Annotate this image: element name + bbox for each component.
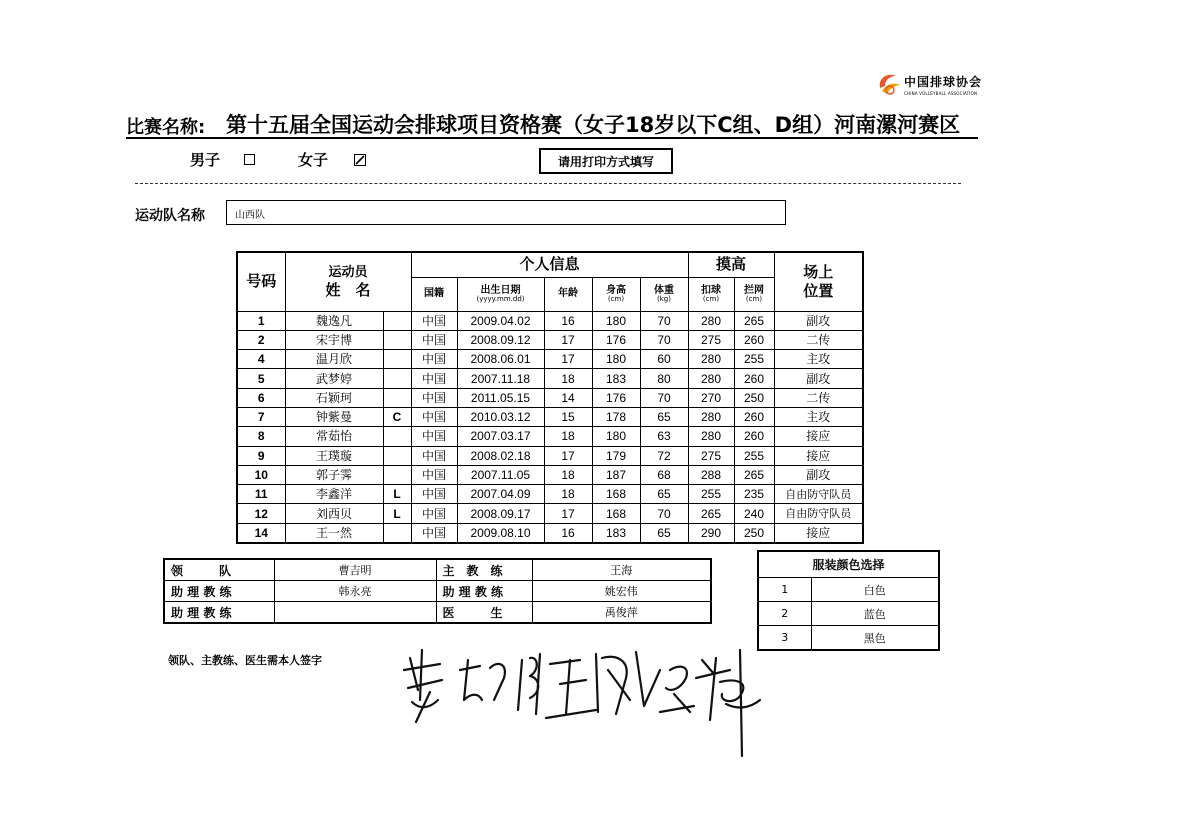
spike-reach: 255 — [688, 485, 734, 504]
nationality: 中国 — [411, 504, 457, 523]
birth-date: 2007.11.05 — [457, 465, 544, 484]
female-label: 女子 — [298, 151, 329, 169]
association-logo-text: 中国排球协会 — [904, 75, 983, 89]
header-position-line1: 场上 — [803, 262, 834, 281]
header-block-label: 拦网 — [744, 284, 764, 296]
weight: 65 — [640, 485, 688, 504]
roster-number: 2 — [237, 330, 285, 349]
block-reach: 235 — [734, 485, 774, 504]
spike-reach: 275 — [688, 446, 734, 465]
spike-reach: 275 — [688, 330, 734, 349]
handwritten-signatures — [390, 630, 770, 764]
female-checkbox[interactable] — [354, 154, 366, 166]
table-row — [237, 523, 863, 543]
header-spike-label: 扣球 — [701, 284, 721, 296]
spike-reach: 290 — [688, 523, 734, 543]
athlete-role — [383, 446, 411, 465]
age: 17 — [544, 446, 592, 465]
birth-date: 2008.09.17 — [457, 504, 544, 523]
athlete-role — [383, 311, 411, 330]
height: 187 — [592, 465, 640, 484]
header-block-unit: (cm) — [745, 294, 763, 303]
athlete-name: 武梦婷 — [285, 369, 383, 388]
height: 180 — [592, 350, 640, 369]
roster-number: 1 — [237, 311, 285, 330]
signature-instruction: 领队、主教练、医生需本人签字 — [168, 654, 322, 667]
height: 180 — [592, 427, 640, 446]
head-coach-label: 主 教 练 — [436, 559, 532, 581]
age: 17 — [544, 504, 592, 523]
age: 14 — [544, 388, 592, 407]
table-row — [237, 330, 863, 349]
uniform-color[interactable]: 白色 — [811, 578, 939, 602]
header-height — [592, 277, 640, 311]
block-reach: 260 — [734, 407, 774, 426]
spike-reach: 280 — [688, 311, 734, 330]
table-row — [237, 407, 863, 426]
header-age: 年龄 — [544, 277, 592, 311]
weight: 65 — [640, 407, 688, 426]
block-reach: 250 — [734, 523, 774, 543]
weight: 70 — [640, 311, 688, 330]
roster-number: 10 — [237, 465, 285, 484]
birth-date: 2008.02.18 — [457, 446, 544, 465]
birth-date: 2010.03.12 — [457, 407, 544, 426]
weight: 63 — [640, 427, 688, 446]
assistant-coach-label: 助 理 教 练 — [436, 581, 532, 602]
header-athlete-line1: 运动员 — [328, 264, 368, 280]
weight: 70 — [640, 504, 688, 523]
male-checkbox[interactable] — [244, 154, 255, 165]
header-birth-date-format: (yyyy.mm.dd) — [476, 294, 525, 303]
uniform-index: 3 — [758, 626, 811, 651]
table-row — [237, 465, 863, 484]
assistant-coach-label: 助 理 教 练 — [164, 602, 274, 624]
athlete-name: 石颖珂 — [285, 388, 383, 407]
leader-value[interactable]: 曹吉明 — [274, 559, 436, 581]
title-underline — [126, 137, 978, 139]
age: 18 — [544, 465, 592, 484]
table-row — [237, 350, 863, 369]
birth-date: 2007.03.17 — [457, 427, 544, 446]
birth-date: 2011.05.15 — [457, 388, 544, 407]
birth-date: 2009.08.10 — [457, 523, 544, 543]
nationality: 中国 — [411, 311, 457, 330]
table-row — [237, 427, 863, 446]
print-notice: 请用打印方式填写 — [539, 148, 673, 174]
header-nationality: 国籍 — [411, 277, 457, 311]
athlete-role — [383, 523, 411, 543]
uniform-color[interactable]: 黑色 — [811, 626, 939, 651]
athlete-role — [383, 369, 411, 388]
court-position: 接应 — [774, 523, 863, 543]
roster-number: 5 — [237, 369, 285, 388]
athlete-name: 郭子霁 — [285, 465, 383, 484]
team-name-field[interactable] — [226, 200, 786, 225]
court-position: 接应 — [774, 446, 863, 465]
nationality: 中国 — [411, 407, 457, 426]
athlete-name: 钟紫曼 — [285, 407, 383, 426]
block-reach: 260 — [734, 427, 774, 446]
table-row — [237, 504, 863, 523]
uniform-color[interactable]: 蓝色 — [811, 602, 939, 626]
athlete-role: L — [383, 485, 411, 504]
table-row — [237, 388, 863, 407]
team-name-label: 运动队名称 — [135, 208, 205, 224]
header-personal-info: 个人信息 — [411, 252, 688, 277]
height: 168 — [592, 504, 640, 523]
weight: 70 — [640, 388, 688, 407]
doctor-value[interactable]: 禹俊萍 — [532, 602, 711, 624]
roster-table — [236, 251, 864, 544]
nationality: 中国 — [411, 330, 457, 349]
roster-number: 7 — [237, 407, 285, 426]
block-reach: 265 — [734, 465, 774, 484]
athlete-role — [383, 388, 411, 407]
age: 18 — [544, 485, 592, 504]
athlete-name: 王璞璇 — [285, 446, 383, 465]
header-weight-label: 体重 — [654, 284, 674, 296]
header-block — [734, 277, 774, 311]
birth-date: 2008.06.01 — [457, 350, 544, 369]
roster-number: 12 — [237, 504, 285, 523]
assistant-coach-label: 助 理 教 练 — [164, 581, 274, 602]
assistant-coach-value[interactable]: 韩永亮 — [274, 581, 436, 602]
court-position: 副攻 — [774, 311, 863, 330]
athlete-name: 常茹怡 — [285, 427, 383, 446]
table-row — [237, 369, 863, 388]
table-row — [237, 311, 863, 330]
height: 180 — [592, 311, 640, 330]
age: 18 — [544, 369, 592, 388]
block-reach: 240 — [734, 504, 774, 523]
block-reach: 255 — [734, 446, 774, 465]
male-label: 男子 — [190, 151, 221, 169]
head-coach-value[interactable]: 王海 — [532, 559, 711, 581]
nationality: 中国 — [411, 350, 457, 369]
assistant-coach-value[interactable]: 姚宏伟 — [532, 581, 711, 602]
header-reach: 摸高 — [688, 252, 774, 277]
spike-reach: 270 — [688, 388, 734, 407]
athlete-role: C — [383, 407, 411, 426]
spike-reach: 280 — [688, 407, 734, 426]
birth-date: 2008.09.12 — [457, 330, 544, 349]
age: 17 — [544, 330, 592, 349]
header-athlete — [285, 252, 411, 311]
age: 15 — [544, 407, 592, 426]
weight: 80 — [640, 369, 688, 388]
uniform-index: 2 — [758, 602, 811, 626]
height: 183 — [592, 523, 640, 543]
header-athlete-line2: 姓 名 — [325, 280, 371, 299]
roster-number: 11 — [237, 485, 285, 504]
athlete-role — [383, 350, 411, 369]
roster-number: 9 — [237, 446, 285, 465]
athlete-role — [383, 465, 411, 484]
block-reach: 260 — [734, 330, 774, 349]
athlete-role — [383, 330, 411, 349]
uniform-color-table — [757, 550, 940, 651]
header-height-label: 身高 — [606, 284, 626, 296]
nationality: 中国 — [411, 446, 457, 465]
table-row — [237, 485, 863, 504]
table-row — [237, 446, 863, 465]
nationality: 中国 — [411, 427, 457, 446]
court-position: 主攻 — [774, 407, 863, 426]
leader-label: 领 队 — [164, 559, 274, 581]
height: 168 — [592, 485, 640, 504]
age: 16 — [544, 523, 592, 543]
header-position — [774, 252, 863, 311]
spike-reach: 280 — [688, 350, 734, 369]
birth-date: 2007.04.09 — [457, 485, 544, 504]
roster-number: 6 — [237, 388, 285, 407]
athlete-name: 温月欣 — [285, 350, 383, 369]
spike-reach: 280 — [688, 427, 734, 446]
team-name-value: 山西队 — [235, 210, 265, 221]
header-weight-unit: (kg) — [657, 294, 671, 303]
court-position: 副攻 — [774, 465, 863, 484]
athlete-name: 王一然 — [285, 523, 383, 543]
height: 176 — [592, 330, 640, 349]
dashed-divider — [135, 183, 961, 184]
block-reach: 260 — [734, 369, 774, 388]
age: 16 — [544, 311, 592, 330]
roster-number: 14 — [237, 523, 285, 543]
header-weight — [640, 277, 688, 311]
header-spike — [688, 277, 734, 311]
age: 17 — [544, 350, 592, 369]
weight: 65 — [640, 523, 688, 543]
court-position: 二传 — [774, 388, 863, 407]
header-position-line2: 位置 — [803, 281, 834, 300]
athlete-role: L — [383, 504, 411, 523]
block-reach: 250 — [734, 388, 774, 407]
nationality: 中国 — [411, 369, 457, 388]
athlete-name: 李鑫洋 — [285, 485, 383, 504]
block-reach: 265 — [734, 311, 774, 330]
assistant-coach-value[interactable] — [274, 602, 436, 624]
block-reach: 255 — [734, 350, 774, 369]
court-position: 主攻 — [774, 350, 863, 369]
court-position: 副攻 — [774, 369, 863, 388]
competition-name-label: 比赛名称: — [126, 117, 206, 138]
height: 176 — [592, 388, 640, 407]
header-number: 号码 — [237, 252, 285, 311]
association-logo-icon — [876, 70, 902, 102]
doctor-label: 医 生 — [436, 602, 532, 624]
nationality: 中国 — [411, 485, 457, 504]
athlete-name: 刘西贝 — [285, 504, 383, 523]
athlete-name: 宋宇博 — [285, 330, 383, 349]
birth-date: 2007.11.18 — [457, 369, 544, 388]
header-height-unit: (cm) — [607, 294, 625, 303]
nationality: 中国 — [411, 388, 457, 407]
header-birth-date-label: 出生日期 — [480, 284, 521, 296]
spike-reach: 265 — [688, 504, 734, 523]
staff-table — [163, 558, 712, 624]
header-spike-unit: (cm) — [702, 294, 720, 303]
weight: 68 — [640, 465, 688, 484]
birth-date: 2009.04.02 — [457, 311, 544, 330]
check-mark-icon — [355, 155, 365, 165]
competition-name: 第十五届全国运动会排球项目资格赛（女子18岁以下C组、D组）河南漯河赛区 — [226, 113, 961, 137]
athlete-role — [383, 427, 411, 446]
association-logo-subtext: CHINA VOLLEYBALL ASSOCIATION — [904, 91, 978, 96]
height: 178 — [592, 407, 640, 426]
height: 179 — [592, 446, 640, 465]
nationality: 中国 — [411, 523, 457, 543]
uniform-header: 服装颜色选择 — [758, 551, 939, 578]
nationality: 中国 — [411, 465, 457, 484]
court-position: 二传 — [774, 330, 863, 349]
roster-number: 4 — [237, 350, 285, 369]
height: 183 — [592, 369, 640, 388]
age: 18 — [544, 427, 592, 446]
header-birth-date — [457, 277, 544, 311]
weight: 72 — [640, 446, 688, 465]
court-position: 接应 — [774, 427, 863, 446]
roster-number: 8 — [237, 427, 285, 446]
court-position: 自由防守队员 — [774, 485, 863, 504]
spike-reach: 288 — [688, 465, 734, 484]
weight: 60 — [640, 350, 688, 369]
athlete-name: 魏逸凡 — [285, 311, 383, 330]
spike-reach: 280 — [688, 369, 734, 388]
weight: 70 — [640, 330, 688, 349]
court-position: 自由防守队员 — [774, 504, 863, 523]
uniform-index: 1 — [758, 578, 811, 602]
